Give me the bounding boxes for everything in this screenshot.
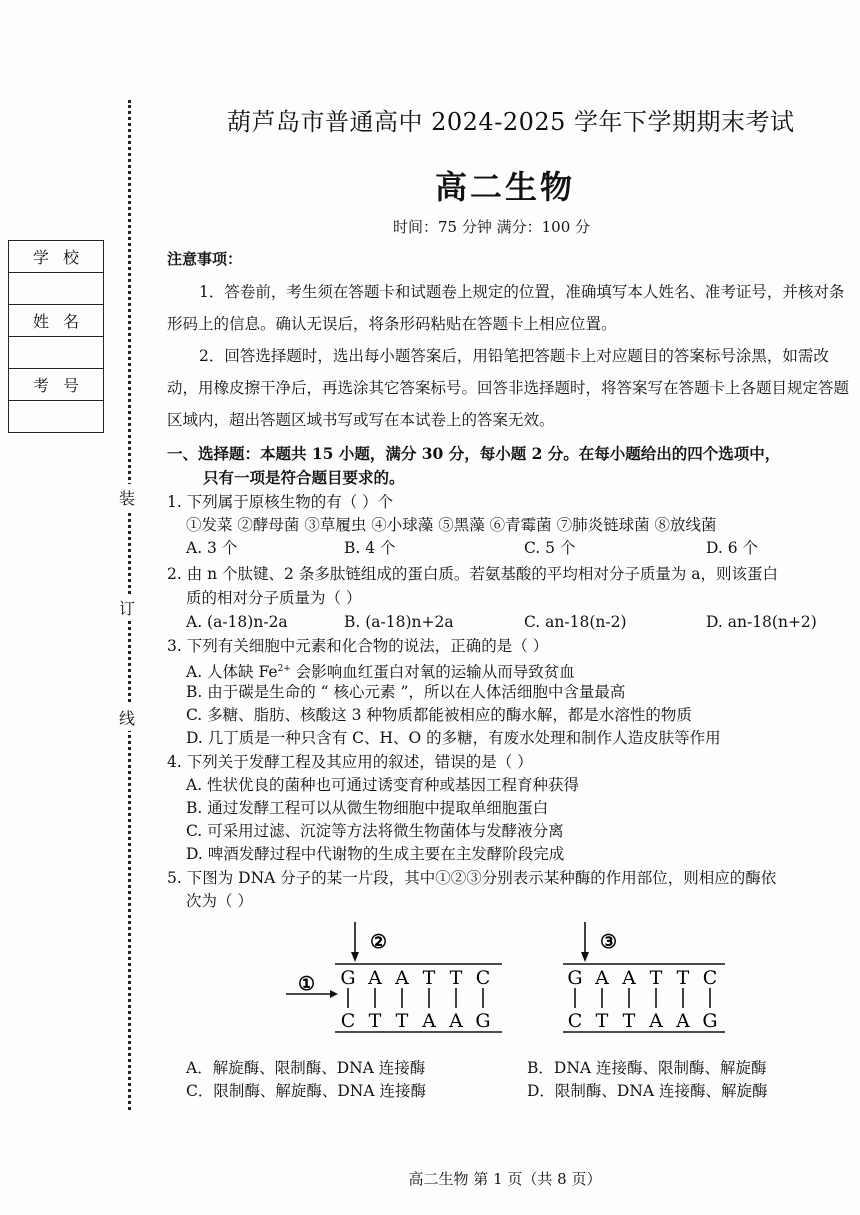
dna-fragment-figure [280,918,740,1042]
q4-option-d: D. 啤酒发酵过程中代谢物的生成主要在主发酵阶段完成 [186,845,565,863]
q3-option-c: C. 多糖、脂肪、核酸这 3 种物质都能被相应的酶水解，都是水溶性的物质 [186,706,692,724]
school-label: 学校 [9,241,104,273]
q3-option-a: A. 人体缺 $Fe^{2+}$ 会影响血红蛋白对氧的运输从而导致贫血 [186,663,575,682]
left-top-strand-base-5: T [449,967,463,989]
marker-1-label: ① [298,973,316,995]
q1-option-b: B. 4 个 [344,539,396,557]
school-field[interactable] [9,273,104,305]
q2-option-d: D. an-18(n+2) [706,613,817,631]
notice-heading: 注意事项： [167,250,243,268]
marker-3-label: ③ [600,931,618,953]
left-top-strand-base-1: G [340,967,356,989]
right-top-strand-base-6: C [702,967,718,989]
right-bottom-strand-base-5: A [676,1010,690,1032]
q1-option-c: C. 5 个 [524,539,576,557]
q1-stem: 1. 下列属于原核生物的有（ ）个 [167,493,394,511]
dna-fragment-right [563,922,725,1032]
student-info-table [8,240,104,433]
marker-2-label: ② [370,931,388,953]
right-bottom-strand-base-4: A [649,1010,663,1032]
q3-stem: 3. 下列有关细胞中元素和化合物的说法，正确的是（ ） [167,637,549,655]
time-score-info: 时间：75 分钟 满分：100 分 [393,218,591,236]
page-footer: 高二生物 第 1 页（共 8 页） [408,1170,602,1188]
q2-option-c: C. an-18(n-2) [524,613,627,631]
name-label: 姓名 [9,305,104,337]
right-bottom-strand-base-1: C [567,1010,583,1032]
notice-item-2: 2．回答选择题时，选出每小题答案后，用铅笔把答题卡上对应题目的答案标号涂黑，如需改动，用橡皮擦干净后，再选涂其它答案标号。回答非选择题时，将答案写在答题卡上各题目规定答题区域内，超出答题区域书写或写在本试卷上的答案无效。 [167,347,850,429]
q2-option-b: B. (a-18)n+2a [344,613,454,631]
q4-option-b: B. 通过发酵工程可以从微生物细胞中提取单细胞蛋白 [186,799,549,817]
left-bottom-strand-base-2: T [368,1010,382,1032]
right-top-strand-base-5: T [676,967,690,989]
q1-items: ①发菜 ②酵母菌 ③草履虫 ④小球藻 ⑤黑藻 ⑥青霉菌 ⑦肺炎链球菌 ⑧放线菌 [186,516,717,534]
left-top-strand-base-2: A [368,967,382,989]
id-label: 考号 [9,369,104,401]
dna-fragment-left [286,922,502,1032]
left-bottom-strand-base-4: A [422,1010,436,1032]
left-top-strand-base-3: A [395,967,409,989]
right-top-strand-base-2: A [595,967,609,989]
q5-option-d: D．限制酶、DNA 连接酶、解旋酶 [527,1082,768,1100]
right-top-strand-base-1: G [567,967,583,989]
q2-option-a: A. (a-18)n-2a [186,613,288,631]
q5-option-a: A．解旋酶、限制酶、DNA 连接酶 [186,1059,426,1077]
q3-option-d: D. 几丁质是一种只含有 C、H、O 的多糖，有废水处理和制作人造皮肤等作用 [186,729,721,747]
id-field[interactable] [9,401,104,433]
binding-mark-xian: 线 [119,704,135,731]
left-bottom-strand-base-3: T [395,1010,409,1032]
left-bottom-strand-base-1: C [340,1010,356,1032]
q3-option-b: B. 由于碳是生命的 “ 核心元素 ”，所以在人体活细胞中含量最高 [186,683,626,701]
section-heading-line2: 只有一项是符合题目要求的。 [203,468,405,487]
q4-option-a: A. 性状优良的菌种也可通过诱变育种或基因工程育种获得 [186,776,580,794]
left-bottom-strand-base-5: A [449,1010,463,1032]
right-top-strand-base-3: A [622,967,636,989]
q5-option-b: B．DNA 连接酶、限制酶、解旋酶 [527,1059,767,1077]
binding-mark-ding: 订 [119,594,135,621]
q2-stem-line2: 质的相对分子质量为（ ） [186,589,362,607]
q2-stem-line1: 2. 由 n 个肽键、2 条多肽链组成的蛋白质。若氨基酸的平均相对分子质量为 a，则该蛋白 [167,565,779,583]
left-bottom-strand-base-6: G [475,1010,491,1032]
left-top-strand-base-4: T [422,967,436,989]
exam-title: 葫芦岛市普通高中 2024-2025 学年下学期期末考试 [227,108,795,136]
binding-mark-zhuang: 装 [119,484,135,511]
notice-item-1: 1．答卷前，考生须在答题卡和试题卷上规定的位置，准确填写本人姓名、准考证号，并核对条形码上的信息。确认无误后，将条形码粘贴在答题卡上相应位置。 [167,283,845,333]
left-top-strand-base-6: C [475,967,491,989]
name-field[interactable] [9,337,104,369]
right-top-strand-base-4: T [649,967,663,989]
q5-stem-line2: 次为（ ） [186,892,253,910]
section-heading-line1: 一、选择题：本题共 15 小题，满分 30 分，每小题 2 分。在每小题给出的四个选项中， [167,444,781,463]
q4-stem: 4. 下列关于发酵工程及其应用的叙述，错误的是（ ） [167,753,533,771]
right-bottom-strand-base-2: T [595,1010,609,1032]
q1-option-a: A. 3 个 [186,539,238,557]
q4-option-c: C. 可采用过滤、沉淀等方法将微生物菌体与发酵液分离 [186,822,564,840]
subject-title: 高二生物 [434,168,575,206]
q5-option-c: C．限制酶、解旋酶、DNA 连接酶 [186,1082,426,1100]
q5-stem-line1: 5. 下图为 DNA 分子的某一片段，其中①②③分别表示某种酶的作用部位，则相应的酶依 [167,869,777,887]
q1-option-d: D. 6 个 [706,539,759,557]
right-bottom-strand-base-6: G [702,1010,718,1032]
right-bottom-strand-base-3: T [622,1010,636,1032]
